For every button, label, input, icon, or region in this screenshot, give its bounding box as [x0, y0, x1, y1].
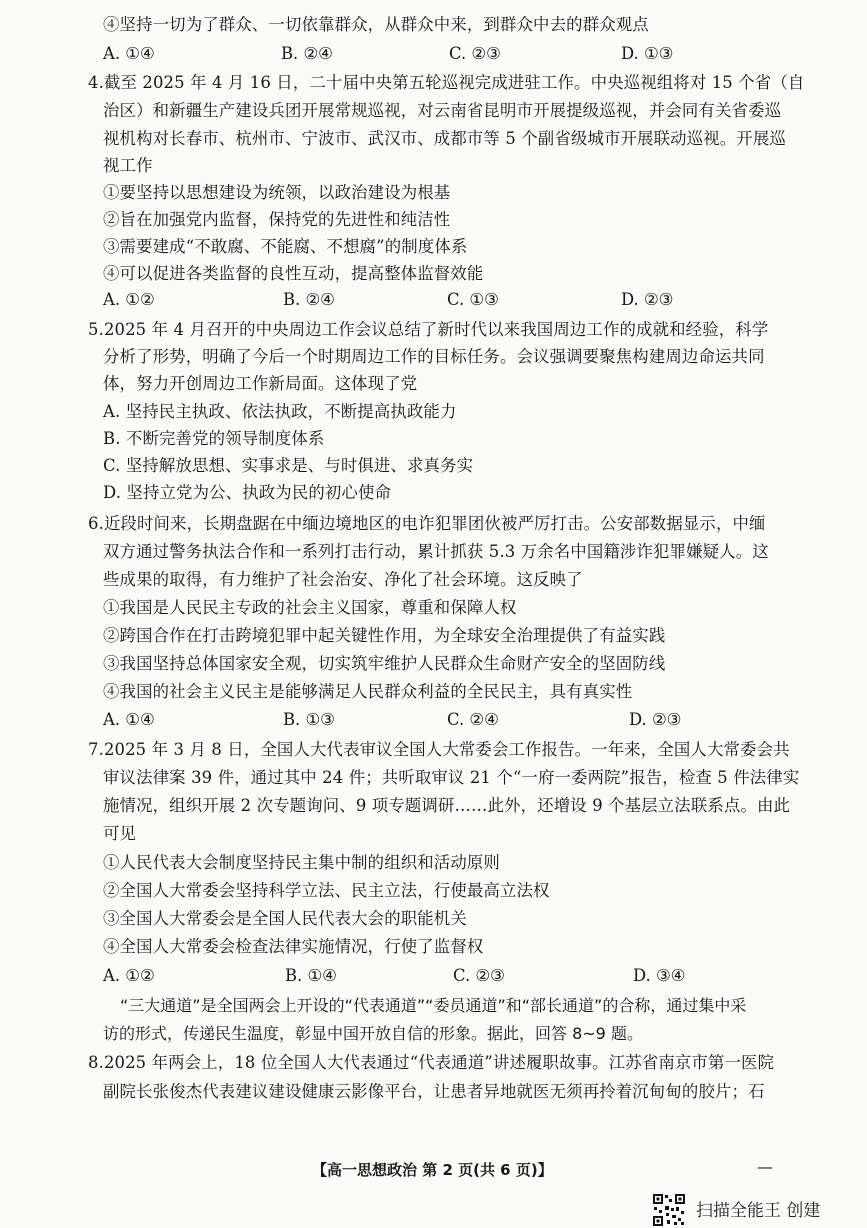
q7-item-1: ①人民代表大会制度坚持民主集中制的组织和活动原则 — [103, 853, 500, 872]
scanner-watermark-text: 扫描全能王 创建 — [696, 1201, 821, 1221]
q7-option-b: B. ①④ — [285, 966, 337, 985]
q7-options — [103, 965, 743, 987]
q4-item-1: ①要坚持以思想建设为统领，以政治建设为根基 — [103, 183, 451, 202]
q6-stem-line-3: 些成果的取得，有力维护了社会治安、净化了社会环境。这反映了 — [103, 570, 583, 589]
q8-stem-line-2: 副院长张俊杰代表建议建设健康云影像平台，让患者异地就医无须再拎着沉甸甸的胶片；石 — [103, 1082, 765, 1101]
q5-choice-d: D. 坚持立党为公、执政为民的初心使命 — [103, 483, 392, 502]
q4-option-d: D. ②③ — [621, 290, 674, 309]
q7-item-2: ②全国人大常委会坚持科学立法、民主立法，行使最高立法权 — [103, 881, 550, 900]
scanner-watermark — [652, 1193, 862, 1223]
group-intro-line-1: “三大通道”是全国两会上开设的“代表通道”“委员通道”和“部长通道”的合称，通过集中采 — [120, 996, 747, 1015]
q7-option-c: C. ②③ — [453, 966, 505, 985]
q6-option-c: C. ②④ — [447, 710, 499, 729]
q4-stem-line-4: 视工作 — [103, 156, 153, 175]
q7-option-d: D. ③④ — [633, 966, 686, 985]
q4-stem-line-3: 视机构对长春市、杭州市、宁波市、武汉市、成都市等 5 个副省级城市开展联动巡视。开展巡 — [103, 129, 786, 148]
q5-choice-b: B. 不断完善党的领导制度体系 — [103, 429, 325, 448]
q6-stem-line-1: 6.近段时间来，长期盘踞在中缅边境地区的电诈犯罪团伙被严厉打击。公安部数据显示，中缅 — [88, 514, 766, 533]
qr-code-icon — [652, 1193, 686, 1227]
q5-stem-line-1: 5.2025 年 4 月召开的中央周边工作会议总结了新时代以来我国周边工作的成就和经验，科学 — [88, 320, 769, 339]
q6-option-d: D. ②③ — [629, 710, 682, 729]
q7-stem-line-1: 7.2025 年 3 月 8 日，全国人大代表审议全国人大常委会工作报告。一年来，全国人大常委会共 — [88, 740, 790, 759]
q4-option-a: A. ①② — [103, 290, 155, 309]
q7-item-4: ④全国人大常委会检查法律实施情况，行使了监督权 — [103, 937, 484, 956]
q7-stem-line-3: 施情况，组织开展 2 次专题询问、9 项专题调研……此外，还增设 9 个基层立法联系点。由此 — [103, 796, 791, 815]
footer-dash: — — [757, 1157, 773, 1176]
q4-item-3: ③需要建成“不敢腐、不能腐、不想腐”的制度体系 — [103, 237, 468, 256]
q4-item-4: ④可以促进各类监督的良性互动，提高整体监督效能 — [103, 264, 484, 283]
q3-option-a: A. ①④ — [103, 44, 155, 63]
q5-choice-a: A. 坚持民主执政、依法执政，不断提高执政能力 — [103, 402, 457, 421]
q6-option-a: A. ①④ — [103, 710, 155, 729]
q6-stem-line-2: 双方通过警务执法合作和一系列打击行动，累计抓获 5.3 万余名中国籍涉诈犯罪嫌疑人。这 — [103, 542, 769, 561]
q4-option-b: B. ②④ — [283, 290, 335, 309]
q7-option-a: A. ①② — [103, 966, 155, 985]
q5-stem-line-3: 体，努力开创周边工作新局面。这体现了党 — [103, 374, 418, 393]
q6-option-b: B. ①③ — [283, 710, 335, 729]
q3-item-4: ④坚持一切为了群众、一切依靠群众，从群众中来，到群众中去的群众观点 — [103, 15, 649, 34]
q4-options — [103, 289, 743, 311]
q3-option-d: D. ①③ — [621, 44, 674, 63]
q3-option-c: C. ②③ — [449, 44, 501, 63]
q4-item-2: ②旨在加强党内监督，保持党的先进性和纯洁性 — [103, 210, 451, 229]
q7-item-3: ③全国人大常委会是全国人民代表大会的职能机关 — [103, 909, 467, 928]
q5-choice-c: C. 坚持解放思想、实事求是、与时俱进、求真务实 — [103, 456, 474, 475]
q6-item-1: ①我国是人民民主专政的社会主义国家，尊重和保障人权 — [103, 598, 517, 617]
q8-stem-line-1: 8.2025 年两会上，18 位全国人大代表通过“代表通道”讲述履职故事。江苏省南京市第一医院 — [88, 1053, 775, 1072]
q7-stem-line-4: 可见 — [103, 824, 137, 843]
q4-stem-line-1: 4.截至 2025 年 4 月 16 日，二十届中央第五轮巡视完成进驻工作。中央巡视组将对 15 个省（自 — [88, 73, 805, 92]
q4-stem-line-2: 治区）和新疆生产建设兵团开展常规巡视，对云南省昆明市开展提级巡视，并会同有关省委巡 — [103, 101, 782, 120]
q6-options — [103, 709, 743, 731]
q6-item-3: ③我国坚持总体国家安全观，切实筑牢维护人民群众生命财产安全的坚固防线 — [103, 654, 666, 673]
group-intro-line-2: 访的形式，传递民生温度，彰显中国开放自信的形象。据此，回答 8~9 题。 — [103, 1024, 643, 1043]
q7-stem-line-2: 审议法律案 39 件，通过其中 24 件；共听取审议 21 个“一府一委两院”报告，检查 5 件法律实 — [103, 768, 800, 787]
page-footer: 【高一思想政治 第 2 页(共 6 页)】 — [312, 1161, 553, 1179]
q6-item-2: ②跨国合作在打击跨境犯罪中起关键性作用，为全球安全治理提供了有益实践 — [103, 626, 666, 645]
q5-stem-line-2: 分析了形势，明确了今后一个时期周边工作的目标任务。会议强调要聚焦构建周边命运共同 — [103, 347, 765, 366]
q3-options — [103, 43, 743, 65]
q3-option-b: B. ②④ — [281, 44, 333, 63]
q6-item-4: ④我国的社会主义民主是能够满足人民群众利益的全民民主，具有真实性 — [103, 682, 633, 701]
q4-option-c: C. ①③ — [447, 290, 499, 309]
